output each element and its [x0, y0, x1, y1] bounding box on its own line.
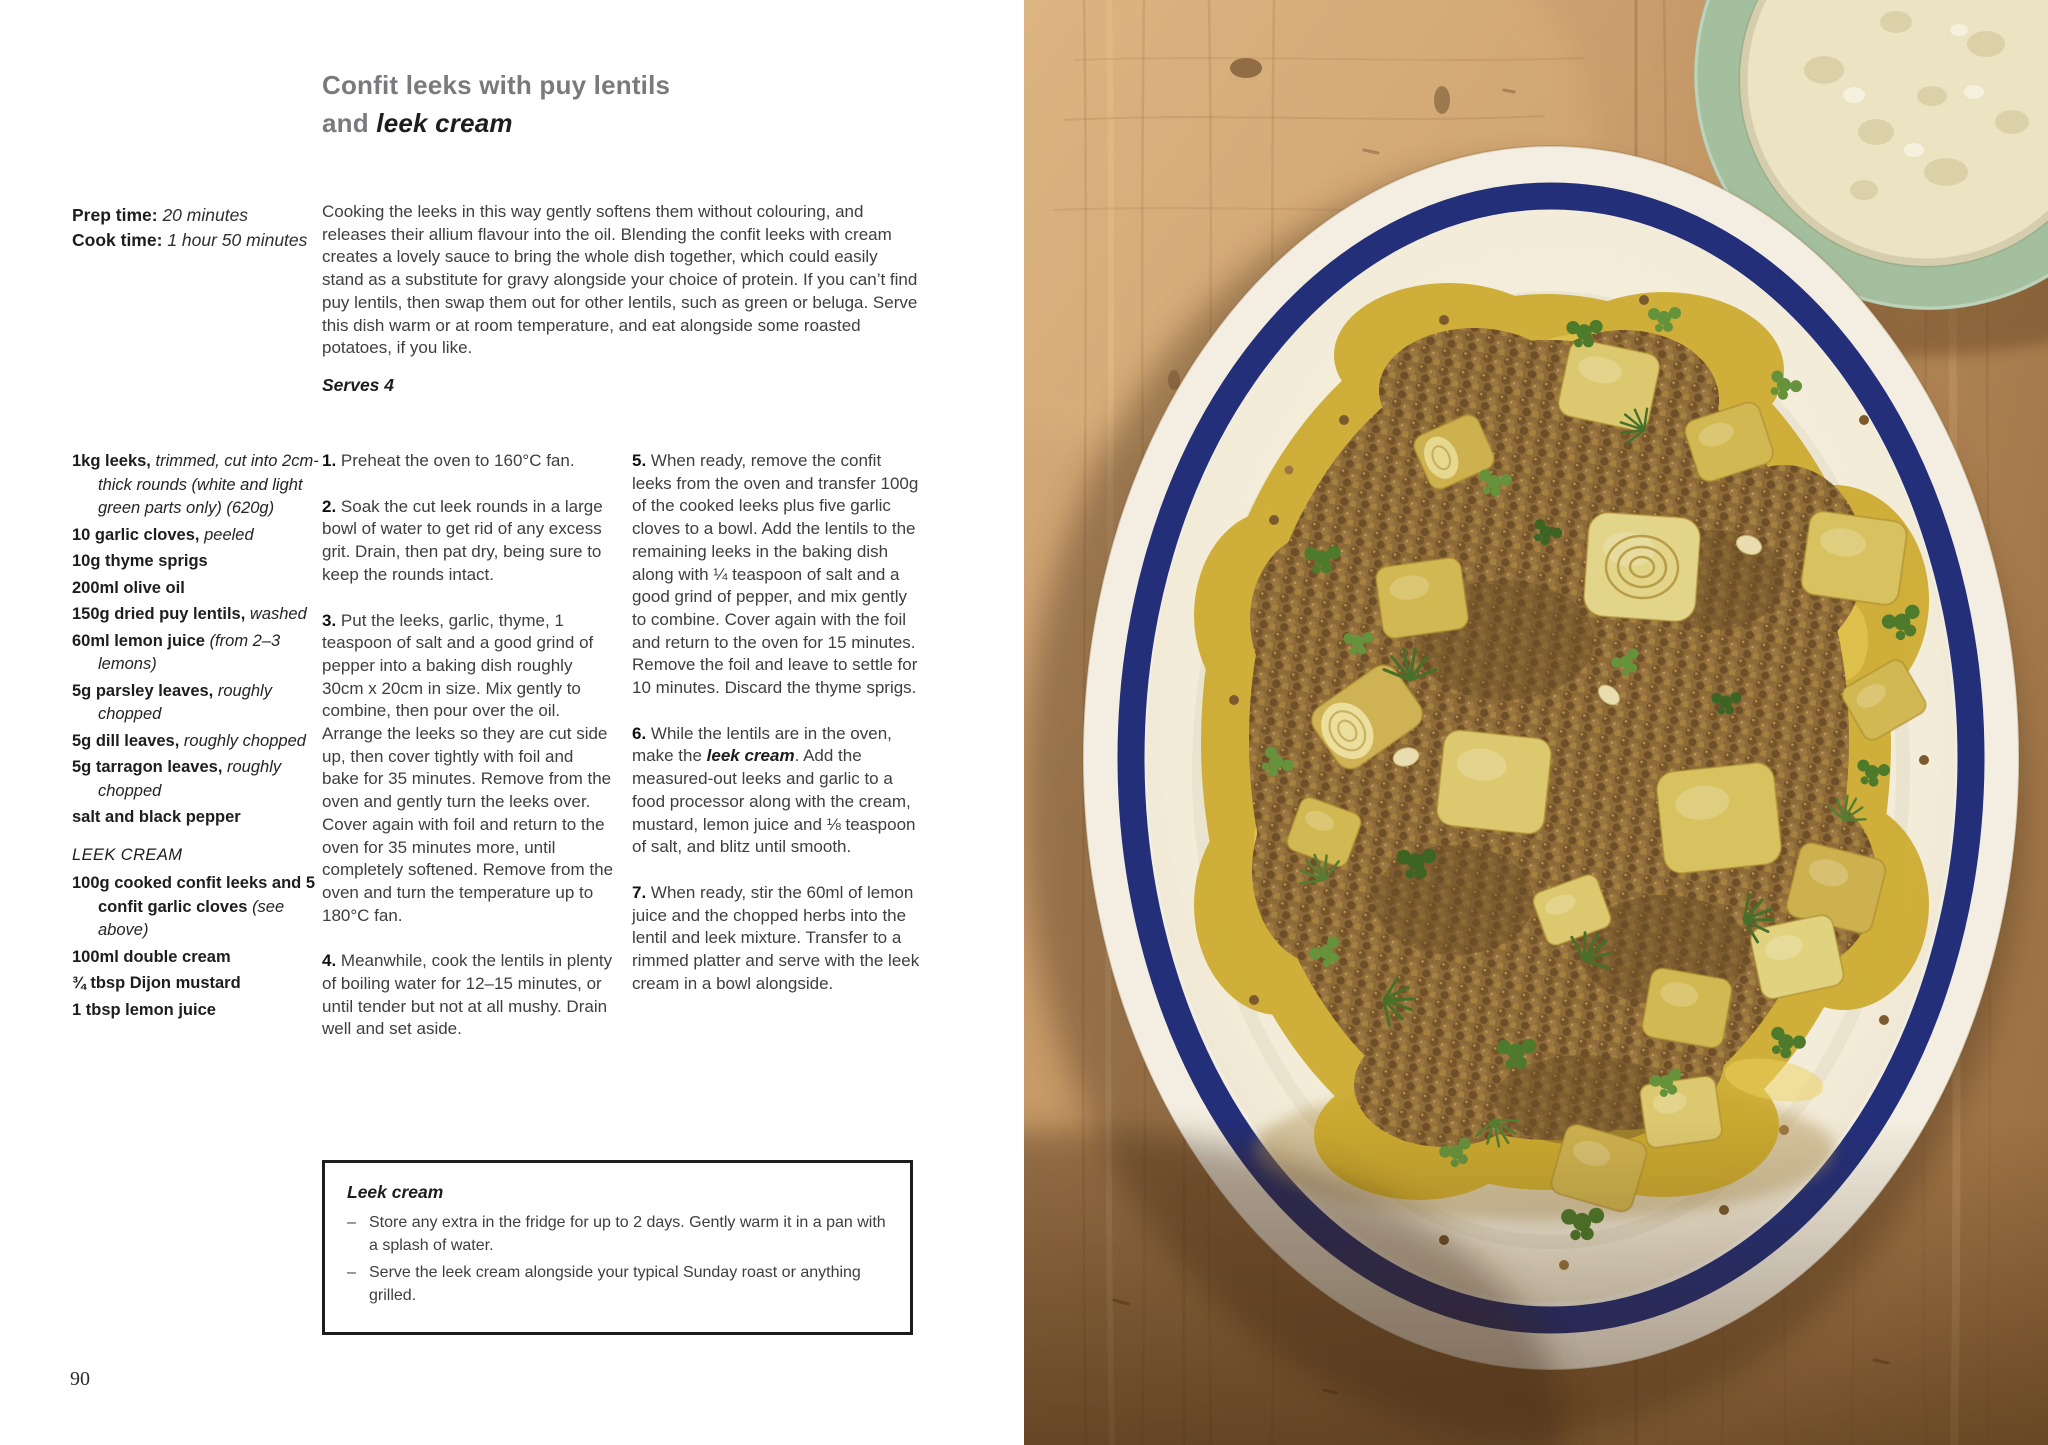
prep-cook-times — [72, 203, 307, 253]
ingredient-item: salt and black pepper — [72, 808, 241, 826]
prep-time-label: Prep time: — [72, 205, 158, 225]
tip-item: – Serve the leek cream alongside your typical Sunday roast or anything grilled. — [347, 1262, 890, 1307]
leek-cream-tip-box — [322, 1160, 913, 1335]
tip-dash: – — [347, 1264, 356, 1281]
ingredient-item: 150g dried puy lentils, washed — [72, 605, 307, 623]
step-3: 3. Put the leeks, garlic, thyme, 1 teaspoon of salt and a good grind of pepper into a baking dish roughly 30cm x 20cm in size. Mix gently to combine, then pour over the oil. Arrange the leeks so they are cut side up, then cover tightly with foil and bake for 35 minutes. Remove from the oven and gently turn the leeks over. Cover again with foil and return to the oven for 35 minutes more, until completely softened. Remove from the oven and turn the temperature up to 180°C fan. — [322, 610, 614, 925]
ingredient-item: ¾ tbsp Dijon mustard — [72, 974, 241, 992]
method-steps-column-2 — [632, 450, 924, 1018]
tip-dash: – — [347, 1214, 356, 1231]
prep-time-value: 20 minutes — [162, 205, 249, 225]
ingredient-item: 10g thyme sprigs — [72, 552, 208, 570]
tip-box-title: Leek cream — [347, 1182, 444, 1202]
ingredient-item: 10 garlic cloves, peeled — [72, 525, 254, 544]
cook-time-row — [72, 228, 307, 253]
intro-paragraph: Cooking the leeks in this way gently softens them without colouring, and releases their allium flavour into the oil. Blending the confit leeks with cream creates a lovely sauce to bring the whole dish together, which could easily stand as a substitute for gravy alongside your choice of protein. If you can’t find puy lentils, then swap them out for other lentils, such as green or beluga. Serve this dish warm or at room temperature, and eat alongside some roasted potatoes, if you like. — [322, 202, 918, 358]
ingredient-item: 100ml double cream — [72, 947, 231, 966]
title-line1: Confit leeks with puy lentils — [322, 70, 671, 100]
ingredient-item: 5g dill leaves, roughly chopped — [72, 731, 306, 750]
ingredient-item: 1kg leeks, trimmed, cut into 2cm-thick rounds (white and light green parts only) (620g) — [72, 452, 319, 517]
ingredient-item: 60ml lemon juice (from 2–3 lemons) — [72, 631, 281, 673]
cook-time-label: Cook time: — [72, 230, 163, 250]
ingredient-item: 5g tarragon leaves, roughly chopped — [72, 758, 282, 800]
step-2: 2. Soak the cut leek rounds in a large bowl of water to get rid of any excess grit. Drain, then pat dry, being sure to keep the rounds intact. — [322, 496, 603, 584]
step-5: 5. When ready, remove the confit leeks from the oven and transfer 100g of the cooked leeks plus five garlic cloves to a bowl. Add the lentils to the remaining leeks in the baking dish along with ¼ teaspoon of salt and a good grind of pepper, and mix gently to combine. Cover again with the foil and return to the oven for 15 minutes. Remove the foil and leave to settle for 10 minutes. Discard the thyme sprigs. — [632, 451, 919, 698]
step-7: 7. When ready, stir the 60ml of lemon juice and the chopped herbs into the lentil and leek mixture. Transfer to a rimmed platter and serve with the leek cream in a bowl alongside. — [632, 882, 920, 993]
step-1: 1. Preheat the oven to 160°C fan. — [322, 451, 575, 470]
ingredient-item: 1 tbsp lemon juice — [72, 1000, 216, 1019]
prep-time-row — [72, 203, 307, 228]
ingredient-item: 200ml olive oil — [72, 578, 185, 597]
ingredients-list — [72, 450, 328, 1025]
tip-item: – Store any extra in the fridge for up to 2 days. Gently warm it in a pan with a splash of water. — [347, 1212, 890, 1257]
step-4: 4. Meanwhile, cook the lentils in plenty of boiling water for 12–15 minutes, or until tender but not at all mushy. Drain well and set aside. — [322, 951, 613, 1039]
dish-photo-illustration — [1024, 0, 2048, 1445]
recipe-title — [322, 66, 670, 142]
dish-photo — [1024, 0, 2048, 1445]
ingredient-item: 100g cooked confit leeks and 5 confit garlic cloves (see above) — [72, 874, 316, 939]
cook-time-value: 1 hour 50 minutes — [167, 230, 308, 250]
title-line2-prefix: and — [322, 108, 369, 138]
step-6: 6. While the lentils are in the oven, make the leek cream. Add the measured-out leeks and garlic to a food processor along with the cream, mustard, lemon juice and ⅛ teaspoon of salt, and blitz until smooth. — [632, 723, 916, 857]
page-number: 90 — [70, 1368, 90, 1390]
ingredient-item: 5g parsley leaves, roughly chopped — [72, 681, 272, 723]
serves-note: Serves 4 — [322, 375, 395, 395]
method-steps-column-1 — [322, 450, 614, 1064]
title-line2-emphasis: leek cream — [376, 108, 513, 138]
ingredient-section-header: LEEK CREAM — [72, 845, 183, 864]
